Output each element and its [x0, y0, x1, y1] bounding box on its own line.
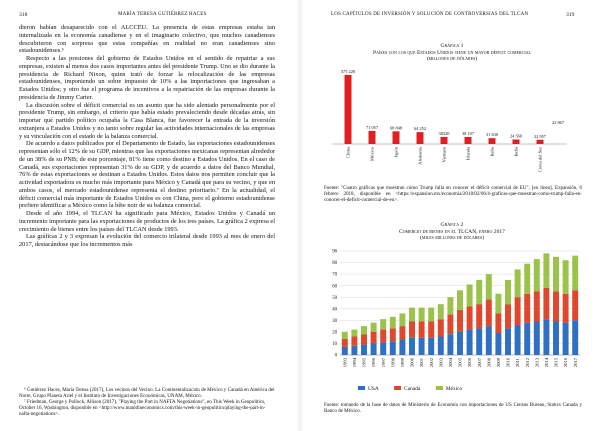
x-tick-label: 1995	[361, 358, 367, 368]
bar-segment	[399, 313, 405, 326]
bar-segment	[476, 328, 482, 355]
bar-segment	[409, 321, 415, 337]
bar-segment	[457, 310, 463, 332]
x-tick-label: 2016	[563, 358, 569, 368]
bar-segment	[543, 253, 549, 288]
bar-segment	[495, 294, 501, 314]
body-text	[19, 24, 275, 249]
figure2-title: Comercio de bienes en el TLCAN, enero 2017	[399, 228, 505, 235]
category-label: Alemania	[417, 147, 423, 165]
x-tick-label: 2005	[457, 358, 463, 368]
data-label: 38 107	[461, 130, 475, 136]
chart2-legend	[358, 386, 476, 392]
paragraph: La discusión sobre el déficit comercial es un asunto que ha sido alentado personalmente por el presidente Trump, sin embargo, el criterio que había estado prevaleciendo desde décadas atrás, sin importar qué partido político ocupaba la Casa Blanca, fue favorecer la entrada de la inversión extranjera a Estados Unidos y no tanto sobre regular las actividades internacionales de las empresas y su vinculación con el estado de la balanza comercial.	[19, 101, 275, 140]
x-tick-label: 1999	[400, 358, 405, 368]
legend-swatch	[358, 386, 365, 390]
bar-segment	[495, 333, 501, 355]
x-tick-label: 2013	[534, 358, 540, 368]
left-page	[0, 0, 296, 431]
bar-segment	[457, 290, 463, 310]
bar-segment	[399, 326, 405, 340]
category-label: Vietnam	[441, 147, 447, 163]
figure2-label: Gráfica 2	[440, 222, 464, 228]
bar-segment	[467, 306, 473, 329]
x-tick-label: 2000	[409, 358, 415, 368]
bar-segment	[553, 321, 559, 355]
bar-segment	[563, 323, 569, 355]
bar-segment	[351, 330, 357, 337]
bar-segment	[476, 280, 482, 304]
bar-segment	[447, 297, 453, 314]
bar-segment	[342, 347, 348, 355]
page-number: 319	[566, 12, 575, 18]
bar-segment	[467, 285, 473, 307]
data-label: 68 848	[389, 125, 403, 131]
bar-segment	[486, 326, 492, 355]
bar-segment	[371, 332, 377, 344]
bar-segment	[351, 337, 357, 346]
y-tick-label: 50	[332, 295, 337, 301]
x-tick-label: 2010	[505, 358, 511, 368]
data-label: 71 057	[365, 124, 379, 130]
bar-segment	[380, 319, 386, 329]
bar-segment	[553, 257, 559, 292]
bar-segment	[515, 325, 521, 355]
nafta-trade-stacked-chart	[318, 245, 588, 385]
legend-label: México	[445, 386, 463, 392]
bar-segment	[419, 338, 425, 355]
x-tick-label: 2004	[448, 358, 453, 368]
x-tick-label: 2006	[467, 358, 473, 368]
paragraph: Desde el año 1994, el TLCAN ha significado para México, Estados Unidos y Canadá un incremento importante para las exportaciones de productos de los tres países. La gráfica 2 expresa el crecimiento de bienes entre los países del TLCAN desde 1993.	[19, 210, 275, 233]
legend-item	[436, 386, 462, 392]
running-head: MARÍA TERESA GUTIÉRREZ HACES	[118, 12, 207, 17]
x-tick-label: 1994	[352, 358, 357, 368]
x-tick-label: 2015	[553, 358, 559, 368]
footnote: ⁶ Gutiérrez Haces, María Teresa (2017), Los vecinos del Vecino. La Continentalización de México y Canadá en América del Norte, Grupo Planeta Ariel y el Instituto de Investigaciones Económicas, UNAM, México.	[19, 387, 275, 400]
x-tick-label: 2008	[486, 358, 492, 368]
x-tick-label: 2001	[419, 358, 425, 368]
bar-segment	[380, 342, 386, 355]
bar-segment	[572, 290, 578, 320]
bar-segment	[351, 346, 357, 355]
bar-segment	[563, 260, 569, 294]
x-tick-label: 2011	[515, 358, 521, 368]
legend-swatch	[394, 386, 401, 390]
bar	[465, 137, 472, 144]
figure1-header	[324, 43, 580, 63]
bar-segment	[342, 339, 348, 347]
running-head: LOS CAPÍTULOS DE INVERSIÓN Y SOLUCIÓN DE CONTROVERSIAS DEL TLCAN	[331, 12, 529, 17]
bar	[417, 132, 424, 144]
x-tick-label: 2014	[544, 358, 549, 368]
bar-segment	[505, 328, 511, 355]
bar	[537, 140, 544, 144]
legend-label: USA	[368, 386, 379, 392]
y-tick-label: 40	[332, 307, 337, 313]
data-label: 24 560	[509, 133, 523, 139]
bar-segment	[467, 330, 473, 355]
bar-segment	[390, 317, 396, 329]
bar-segment	[438, 319, 444, 336]
category-label: China	[345, 147, 351, 158]
y-tick-label: 30	[332, 318, 337, 324]
bar	[369, 131, 376, 144]
bar-segment	[409, 308, 415, 322]
y-tick-label: 70	[332, 272, 337, 278]
bar-segment	[428, 321, 434, 337]
y-tick-label: 20	[332, 330, 337, 336]
bar-segment	[447, 334, 453, 355]
bar-segment	[486, 274, 492, 299]
gutter	[296, 0, 304, 431]
figure2-header	[324, 222, 580, 242]
y-tick-label: 10	[332, 342, 337, 348]
bar-segment	[524, 264, 530, 294]
paragraph: dieron habían desaparecido con el ALCCEU. La presencia de estas empresas estaba tan internalizada en la economía canadiense y en el imaginario colectivo, que muchos canadienses descubrieron con sorpresa que estas compañías en realidad no eran canadienses sino estadounidenses.⁶	[19, 24, 275, 55]
bar-segment	[438, 304, 444, 319]
category-label: México	[369, 147, 375, 162]
bar-segment	[572, 320, 578, 355]
category-label: India	[513, 147, 519, 157]
bar-segment	[495, 313, 501, 333]
bar-segment	[342, 332, 348, 339]
bar-segment	[361, 345, 367, 355]
bar-segment	[371, 323, 377, 332]
y-tick-label: 80	[332, 261, 337, 267]
x-tick-label: 1996	[371, 358, 377, 368]
bar-segment	[419, 321, 425, 337]
y-tick-label: 90	[332, 249, 337, 255]
data-label: 64 252	[413, 126, 427, 132]
bar-segment	[380, 330, 386, 343]
x-tick-label: 2007	[476, 358, 482, 368]
bar	[441, 137, 448, 144]
bar	[513, 139, 520, 144]
bar-segment	[438, 337, 444, 355]
x-tick-label: 1998	[390, 358, 396, 368]
category-label: Japón	[393, 147, 399, 158]
data-label: 22 867	[552, 120, 565, 125]
bar	[393, 131, 400, 144]
bar-segment	[457, 332, 463, 355]
bar-segment	[505, 304, 511, 328]
y-tick-label: 0	[334, 353, 337, 359]
deficit-bar-chart	[324, 64, 584, 184]
legend-label: Canadá	[404, 386, 421, 392]
bar-segment	[534, 321, 540, 355]
bar-segment	[476, 304, 482, 328]
figure1-source: Fuente: "Cuatro gráficas que muestran cómo Trump falla en conocer el déficit comercial de EU", [en línea], Expansión, 6 febrero 2018, disponible en <https://expansion.mx/economia/2018/02/06/4-graficas-que-muestran-como-trump-falla-en-conocer-el-deficit-comercial-de-eu>.	[324, 185, 582, 204]
y-tick-label: 60	[332, 284, 337, 290]
data-label: 375 228	[340, 68, 356, 74]
page-number: 318	[19, 12, 28, 18]
bar-segment	[534, 291, 540, 321]
figure1-title: Países con los que Estados Unidos tiene un mayor déficit comercial	[372, 49, 532, 56]
figure2-units: (miles millones de dólares)	[420, 235, 484, 242]
bar	[489, 138, 496, 144]
legend-swatch	[436, 386, 443, 390]
bar-segment	[486, 300, 492, 327]
legend-item	[358, 386, 379, 392]
bar-segment	[534, 259, 540, 291]
bar-segment	[390, 341, 396, 355]
bar-segment	[543, 288, 549, 319]
bar-segment	[543, 319, 549, 355]
x-tick-label: 2003	[438, 358, 444, 368]
bar	[345, 75, 352, 144]
category-label: Italia	[489, 147, 495, 157]
bar-segment	[428, 308, 434, 322]
data-label: 31 630	[485, 132, 499, 138]
x-tick-label: 2009	[496, 358, 501, 368]
bar-segment	[524, 323, 530, 355]
x-tick-label: 1997	[380, 358, 386, 368]
bar-segment	[399, 340, 405, 355]
bar-segment	[553, 291, 559, 321]
bar-segment	[361, 326, 367, 334]
x-tick-label: 2017	[572, 358, 578, 368]
category-label: Corea del Sur	[537, 147, 543, 173]
bar-segment	[409, 338, 415, 355]
paragraph: Respecto a las presiones del gobierno de Estados Unidos en el sentido de repatriar a sus empresas, existen al menos dos casos importantes antes del presidente Trump. Uno se dio durante la presidencia de Richard Nixon, quien trató de forzar la relocalización de las empresas estadounidenses, imponiendo un sobre impuesto de 10% a las importaciones que ingresaban a Estados Unidos; y otro fue el programa de incentivos a la repatriación de las empresas durante la presidencia de Jimmy Carter.	[19, 55, 275, 101]
bar-segment	[447, 315, 453, 335]
bar-segment	[371, 343, 377, 355]
bar-segment	[428, 338, 434, 355]
bar-segment	[505, 280, 511, 304]
bar-segment	[361, 334, 367, 344]
paragraph: De acuerdo a datos publicados por el Departamento de Estado, las exportaciones estadounidenses representan sólo el 12% de su GDP, mientras que las exportaciones mexicanas representan alrededor de un 38% de su PNB; de este porcentaje, 81% tiene como destino a Estados Unidos. En el caso de Canadá, sus exportaciones representan 31% de su GDP, y de acuerdo a datos del Banco Mundial, 76% de estas exportaciones se destinan a Estados Unidos. Estos datos nos permiten concluir que la actividad exportadora es mucho más importante para México y Canadá que para su vecino, y que en ambos casos, el mercado estadounidense representa el destino prioritario.⁷ En la actualidad, el déficit comercial más importante de Estados Unidos es con China, pero el gobierno estadounidense prefiere identificar a México como la bête noir de su balanza comercial.	[19, 140, 275, 210]
bar-segment	[524, 294, 530, 323]
footnotes	[19, 387, 275, 417]
figure2-source: Fuente: tomando de la base de datos de Ministerio de Economía con importaciones de US Census Bureau, Statics Canada y Banco de México.	[324, 402, 582, 415]
x-tick-label: 2002	[428, 358, 434, 368]
footnote: ⁷ Friedman, George y Pollock, Allison (2017), "Playing the Part in NAFTA Negotiations", en This Week in Geopolitics, October 16, Washington, disponible en <http://www.mauldineconomics.com/this-week-in-geopolitics/playing-the-part-in-nafta-negotiations>.	[19, 399, 266, 418]
x-tick-label: 1993	[342, 358, 348, 368]
x-tick-label: 2012	[524, 358, 530, 368]
figure1-units: (millones de dólares)	[426, 56, 478, 63]
bar-segment	[419, 308, 425, 322]
category-label: Irlanda	[465, 147, 471, 161]
data-label: 22 957	[533, 133, 547, 139]
bar-segment	[515, 269, 521, 297]
bar-segment	[572, 256, 578, 291]
figure1-label: Gráfica 1	[440, 43, 464, 49]
legend-item	[394, 386, 420, 392]
bar-segment	[390, 328, 396, 341]
bar-segment	[515, 297, 521, 325]
paragraph: Las gráficas 2 y 3 expresan la evolución del comercio trilateral desde 1993 al mes de enero del 2017, destacándose que los incrementos más	[19, 233, 275, 248]
bar-segment	[563, 294, 569, 323]
data-label: 38320	[438, 130, 450, 136]
